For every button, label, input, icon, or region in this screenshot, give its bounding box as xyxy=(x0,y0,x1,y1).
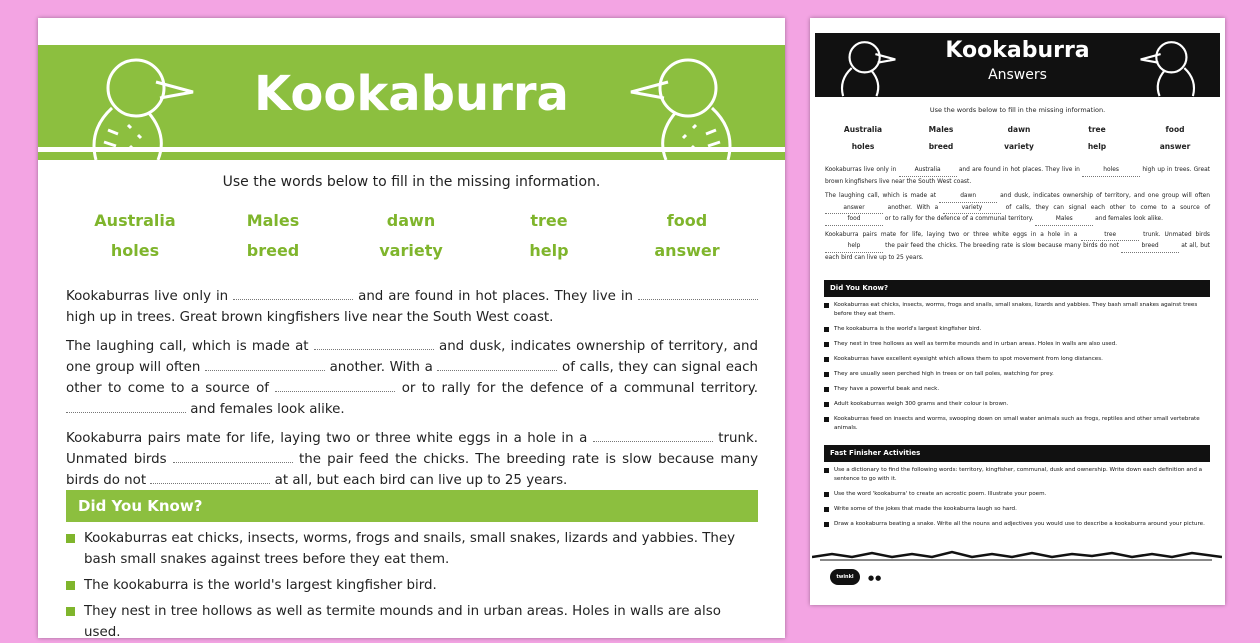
instruction: Use the words below to fill in the missing information. xyxy=(222,174,601,190)
fact-item xyxy=(66,575,758,596)
blank[interactable] xyxy=(205,370,325,371)
fact-text: Kookaburras have excellent eyesight which allows them to spot movement from long distances. xyxy=(834,356,1103,362)
word: holes xyxy=(110,241,160,260)
blank[interactable] xyxy=(150,483,270,484)
blank[interactable] xyxy=(275,391,395,392)
word: tree xyxy=(1088,125,1106,134)
word: answer xyxy=(654,241,720,260)
word: help xyxy=(529,241,569,260)
fact-text: They have a powerful beak and neck. xyxy=(834,386,940,392)
fact-text: The kookaburra is the world's largest kingfisher bird. xyxy=(84,578,437,593)
text: Kookaburra pairs mate for life, laying two or three white eggs in a hole in a xyxy=(825,231,1078,238)
text: the pair feed the chicks. The breeding rate is slow because many birds do not xyxy=(885,243,1119,249)
fact-item xyxy=(824,301,1210,319)
text: Kookaburras live only in xyxy=(825,167,897,173)
text: Kookaburra pairs mate for life, laying two or three white eggs in a hole in a xyxy=(66,431,588,446)
blank[interactable] xyxy=(314,349,434,350)
fact-item xyxy=(824,415,1210,433)
passage xyxy=(66,286,758,499)
text: or to rally for the defence of a communal territory. xyxy=(884,216,1034,222)
word: variety xyxy=(379,241,443,260)
fact-text: Adult kookaburras weigh 300 grams and their colour is brown. xyxy=(834,401,1009,407)
fact-item xyxy=(66,528,758,570)
text: and females look alike. xyxy=(190,402,345,417)
answers-subtitle: Answers xyxy=(988,67,1047,83)
blank[interactable] xyxy=(638,299,758,300)
activity-item xyxy=(824,520,1210,529)
facts-list xyxy=(66,528,758,643)
text: of calls, they can signal each other to come to a source of xyxy=(1005,204,1211,211)
blank[interactable] xyxy=(233,299,353,300)
instruction: Use the words below to fill in the missing information. xyxy=(929,106,1106,114)
word: food xyxy=(666,211,708,230)
answer-fill: variety xyxy=(943,203,1001,215)
fact-item xyxy=(66,601,758,643)
fact-text: Kookaburras feed on insects and worms, swooping down on small water animals such as frogs, reptiles and other small vertebrate animals. xyxy=(834,416,1200,431)
text: another. With a xyxy=(887,204,939,211)
word: dawn xyxy=(1007,125,1031,134)
word: breed xyxy=(928,142,954,151)
answers-passage xyxy=(825,165,1210,271)
did-you-know-heading: Did You Know? xyxy=(66,490,758,522)
word-bank xyxy=(824,125,1214,151)
text: and dusk, indicates ownership of territory, and one group will often xyxy=(1000,193,1211,199)
text: The laughing call, which is made at xyxy=(825,193,937,199)
activity-item xyxy=(824,505,1210,514)
text: and are found in hot places. They live in xyxy=(958,167,1080,173)
blank[interactable] xyxy=(66,412,186,413)
text: trunk. Unmated birds xyxy=(1143,231,1211,238)
did-you-know-heading: Did You Know? xyxy=(824,280,1210,297)
answer-fill: help xyxy=(825,241,883,253)
text: of calls, they can signal each other to come to a source of xyxy=(66,360,759,396)
text: and are found in hot places. They live in xyxy=(358,289,634,304)
text: Kookaburras live only in xyxy=(66,289,229,304)
answer-fill: Australia xyxy=(899,165,957,177)
text: and females look alike. xyxy=(1095,216,1164,222)
word: tree xyxy=(530,211,568,230)
activity-item xyxy=(824,466,1210,484)
answer-fill: food xyxy=(825,214,883,226)
activities-list xyxy=(824,466,1210,529)
answers-page xyxy=(810,18,1225,605)
fact-text: They are usually seen perched high in trees or on tall poles, watching for prey. xyxy=(834,371,1054,377)
answer-fill: tree xyxy=(1081,230,1139,242)
text: high up in trees. Great brown kingfishers live near the South West coast. xyxy=(825,167,1210,185)
text: the pair feed the chicks. The breeding rate is slow because many birds do not xyxy=(66,452,758,488)
text: trunk. Unmated birds xyxy=(66,431,758,467)
blank[interactable] xyxy=(593,441,713,442)
activity-text: Draw a kookaburra beating a snake. Write all the nouns and adjectives you would use to describe a kookaburra around your picture. xyxy=(834,521,1205,527)
fact-item xyxy=(824,340,1210,349)
pagination-dots: ●● xyxy=(868,574,883,582)
fact-item xyxy=(824,355,1210,364)
fast-finisher-heading: Fast Finisher Activities xyxy=(824,445,1210,462)
word: dawn xyxy=(386,211,436,230)
word: holes xyxy=(851,142,875,151)
fact-text: Kookaburras eat chicks, insects, worms, frogs and snails, small snakes, lizards and yabbies. They bash small snakes against trees before they eat them. xyxy=(84,531,736,567)
fact-text: Kookaburras eat chicks, insects, worms, frogs and snails, small snakes, lizards and yabbies. They bash small snakes against trees before they eat them. xyxy=(834,302,1198,317)
activity-text: Write some of the jokes that made the kookaburra laugh so hard. xyxy=(834,506,1017,512)
text: high up in trees. Great brown kingfishers live near the South West coast. xyxy=(66,310,554,325)
blank[interactable] xyxy=(173,462,293,463)
fact-text: They nest in tree hollows as well as termite mounds and in urban areas. Holes in walls are also used. xyxy=(834,341,1118,347)
worksheet-page xyxy=(38,18,785,638)
text: at all, but each bird can live up to 25 years. xyxy=(825,243,1210,261)
text: The laughing call, which is made at xyxy=(66,339,309,354)
text: at all, but each bird can live up to 25 years. xyxy=(274,473,568,488)
word: help xyxy=(1087,142,1107,151)
text: and dusk, indicates ownership of territory, and one group will often xyxy=(66,339,759,375)
fact-item xyxy=(824,400,1210,409)
word: Australia xyxy=(843,125,883,134)
answer-fill: holes xyxy=(1082,165,1140,177)
grass-border-icon xyxy=(812,548,1222,562)
answer-fill: dawn xyxy=(939,191,997,203)
word: breed xyxy=(246,241,300,260)
activity-item xyxy=(824,490,1210,499)
answers-title: Kookaburra xyxy=(945,38,1090,63)
word: Males xyxy=(928,125,954,134)
word: food xyxy=(1165,125,1185,134)
word: Males xyxy=(246,211,300,230)
twinkl-logo: twinkl xyxy=(830,569,860,585)
answer-fill: answer xyxy=(825,203,883,215)
word: variety xyxy=(1004,142,1034,151)
fact-text: They nest in tree hollows as well as termite mounds and in urban areas. Holes in walls are also used. xyxy=(84,604,721,640)
activity-text: Use a dictionary to find the following words: territory, kingfisher, communal, dusk and ownership. Write down each definition and a sentence to go with it. xyxy=(834,467,1203,482)
word-bank xyxy=(66,211,756,260)
answer-fill: breed xyxy=(1121,241,1179,253)
fact-text: The kookaburra is the world's largest kingfisher bird. xyxy=(834,326,982,332)
word: answer xyxy=(1159,142,1191,151)
text: or to rally for the defence of a communal territory. xyxy=(401,381,758,396)
fact-item xyxy=(824,325,1210,334)
blank[interactable] xyxy=(437,370,557,371)
word: Australia xyxy=(94,211,176,230)
activity-text: Use the word 'kookaburra' to create an acrostic poem. Illustrate your poem. xyxy=(834,491,1047,497)
text: another. With a xyxy=(329,360,433,375)
fact-item xyxy=(824,385,1210,394)
answer-fill: Males xyxy=(1035,214,1093,226)
page-title: Kookaburra xyxy=(254,66,569,122)
fact-item xyxy=(824,370,1210,379)
facts-list xyxy=(824,301,1210,433)
